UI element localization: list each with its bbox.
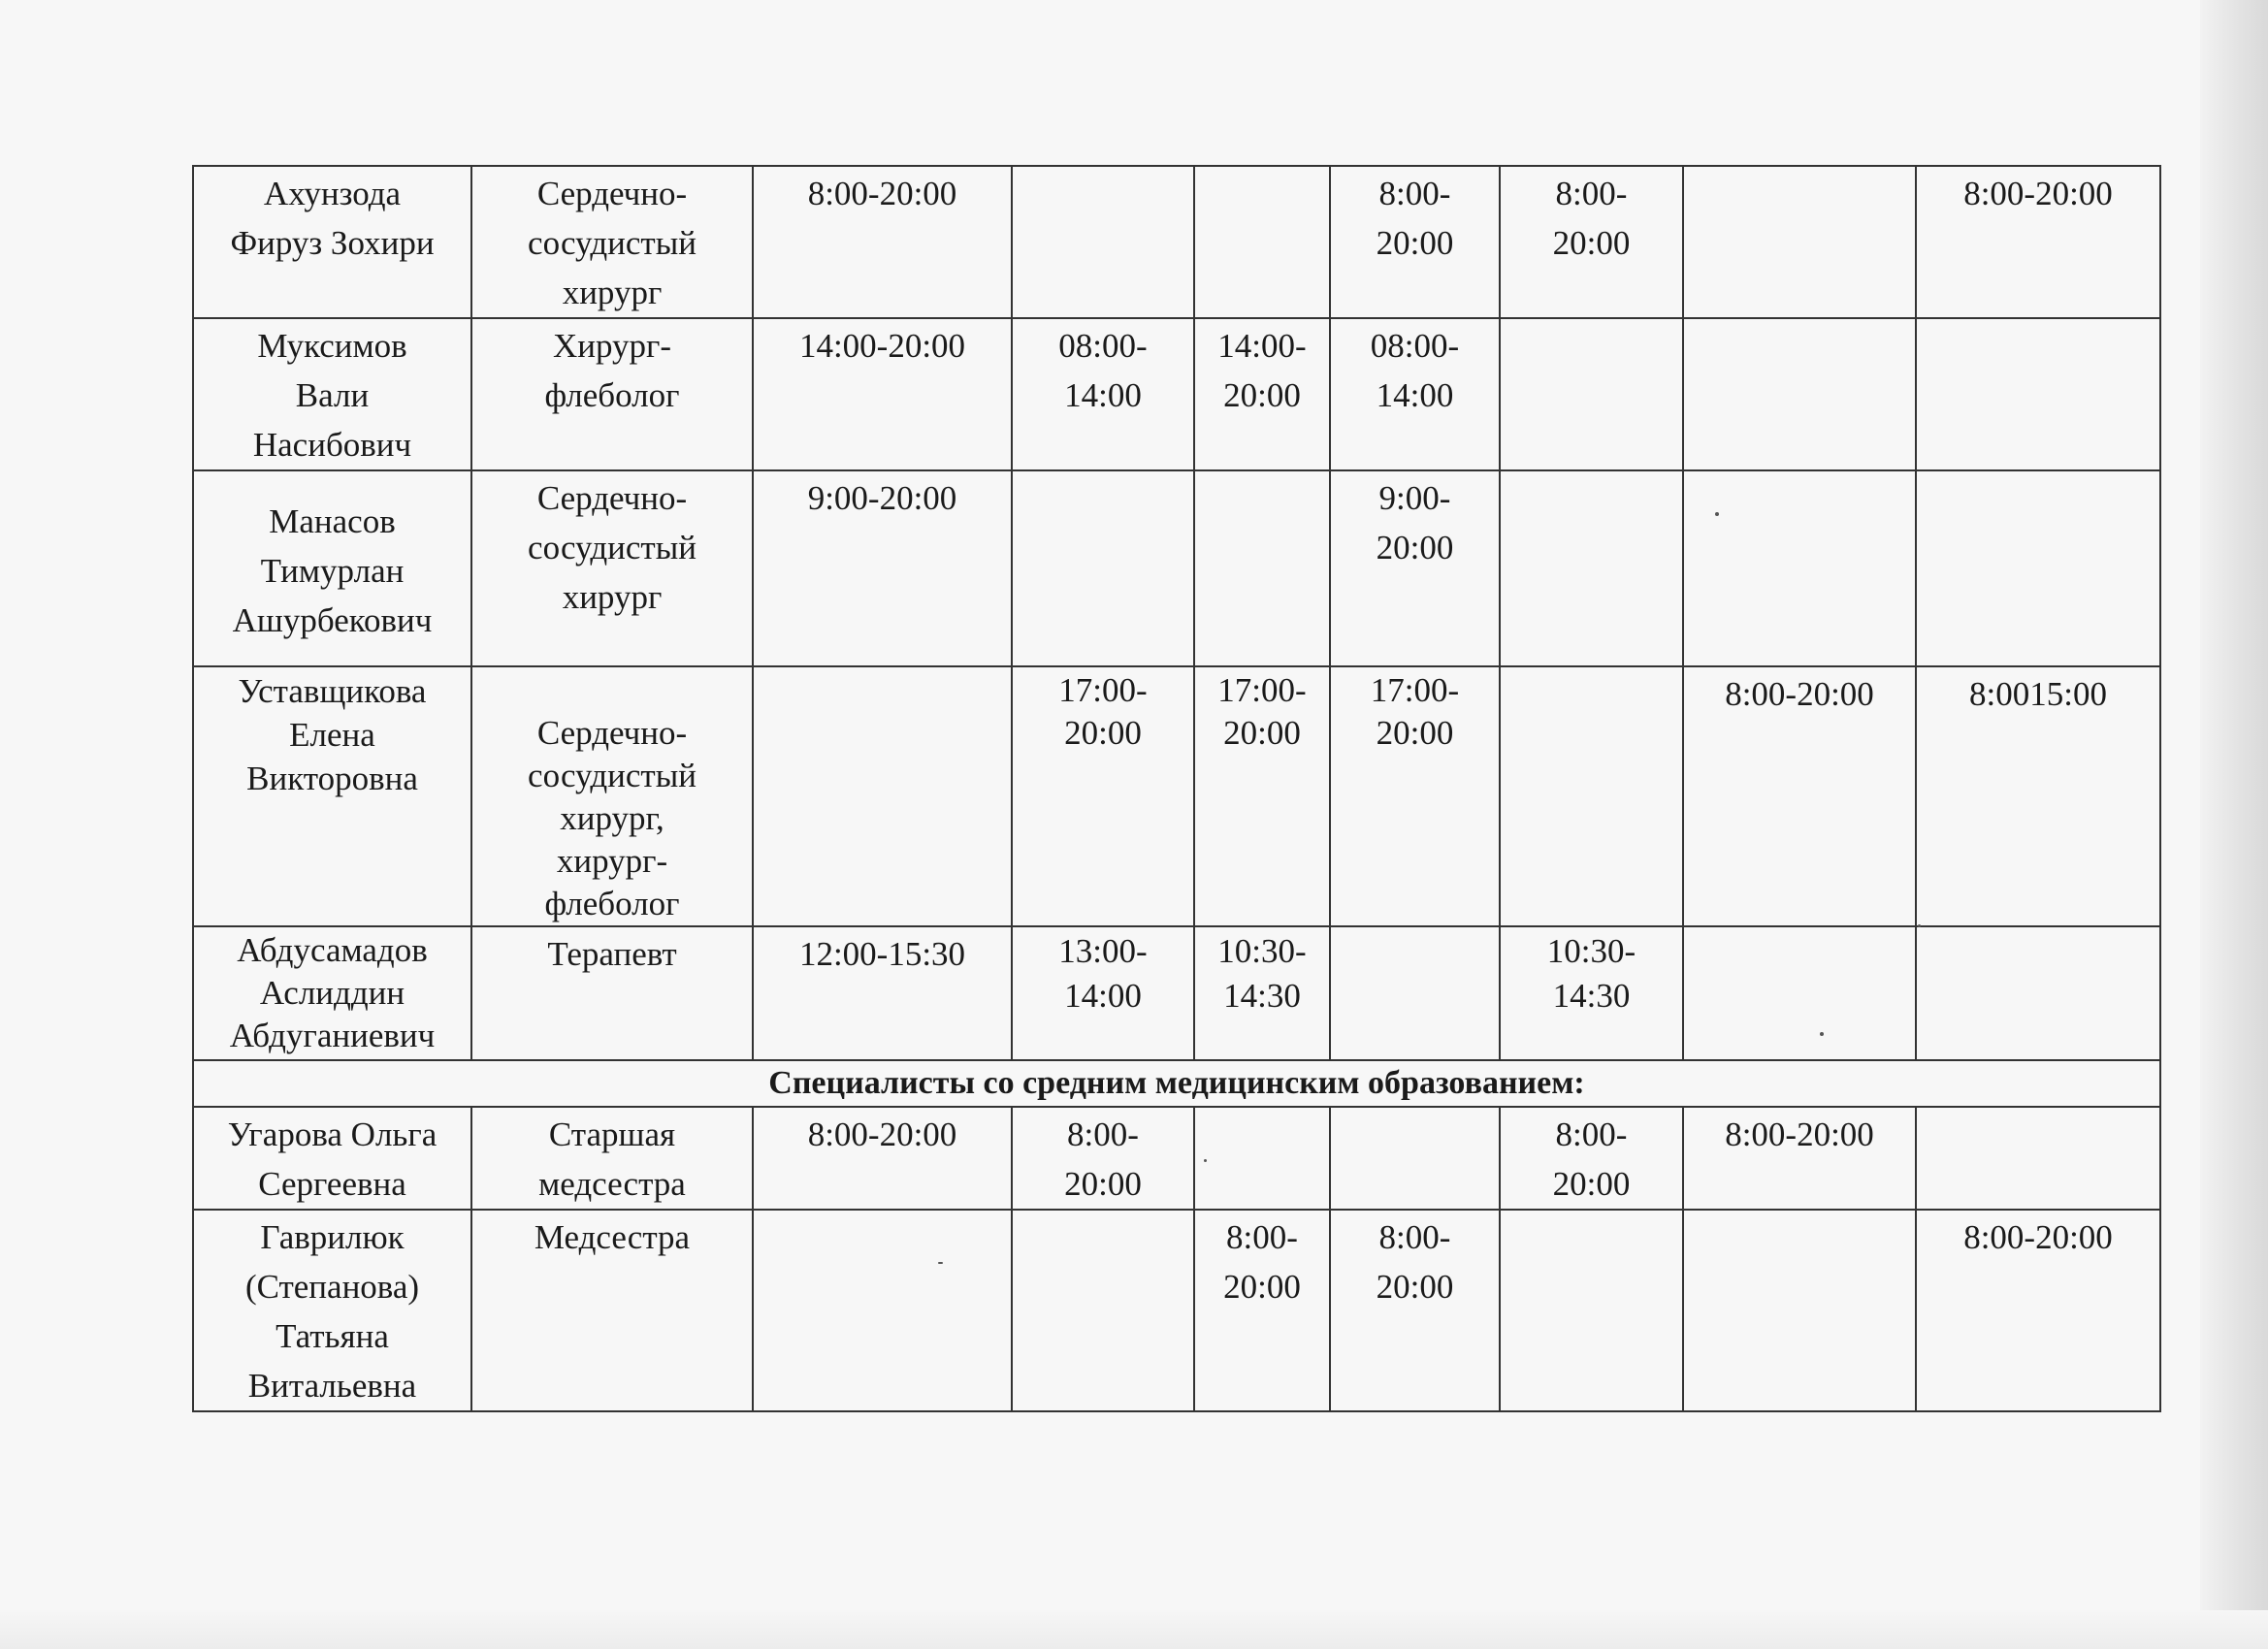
time-cell	[1012, 166, 1194, 318]
time-cell: 17:00- 20:00	[1330, 666, 1500, 926]
time-cell: 14:00- 20:00	[1194, 318, 1330, 470]
time-cell: 10:30- 14:30	[1194, 926, 1330, 1060]
time-cell: 14:00-20:00	[753, 318, 1012, 470]
time-cell	[1683, 318, 1916, 470]
time-cell: 9:00-20:00	[753, 470, 1012, 666]
time-cell	[1500, 318, 1683, 470]
table-row	[193, 318, 2160, 470]
time-cell	[1916, 318, 2160, 470]
time-cell: 8:00-20:00	[1683, 1107, 1916, 1210]
time-cell	[1194, 470, 1330, 666]
doctor-name-cell: Уставщикова Елена Викторовна	[193, 666, 471, 926]
specialty-cell: Медсестра	[471, 1210, 753, 1411]
time-cell	[1012, 1210, 1194, 1411]
scan-edge-shadow	[2200, 0, 2268, 1649]
table-row	[193, 1210, 2160, 1411]
specialty-cell: Терапевт	[471, 926, 753, 1060]
time-cell: 8:00-20:00	[1683, 666, 1916, 926]
time-cell: 8:00- 20:00	[1330, 1210, 1500, 1411]
time-cell	[1012, 470, 1194, 666]
specialty-cell: Старшая медсестра	[471, 1107, 753, 1210]
scan-speck	[1715, 512, 1719, 516]
time-cell	[1330, 926, 1500, 1060]
time-cell	[1500, 1210, 1683, 1411]
time-cell: 8:00-20:00	[1916, 166, 2160, 318]
time-cell: 08:00- 14:00	[1330, 318, 1500, 470]
table-row	[193, 926, 2160, 1060]
scan-speck	[938, 1262, 943, 1264]
scan-speck	[1918, 924, 1921, 927]
time-cell	[1683, 470, 1916, 666]
specialty-cell: Сердечно- сосудистый хирург, хирург- флеболог	[471, 666, 753, 926]
time-cell	[1916, 926, 2160, 1060]
time-cell: 08:00- 14:00	[1012, 318, 1194, 470]
time-cell: 8:00-20:00	[1916, 1210, 2160, 1411]
time-cell: 12:00-15:30	[753, 926, 1012, 1060]
time-cell: 8:00-20:00	[753, 1107, 1012, 1210]
section-header-row	[193, 1060, 2160, 1107]
doctor-name-cell: Ахунзода Фируз Зохири	[193, 166, 471, 318]
time-cell	[1330, 1107, 1500, 1210]
time-cell: 8:0015:00	[1916, 666, 2160, 926]
table-row	[193, 470, 2160, 666]
time-cell	[753, 1210, 1012, 1411]
time-cell: 8:00- 20:00	[1500, 166, 1683, 318]
time-cell: 9:00- 20:00	[1330, 470, 1500, 666]
time-cell: 8:00- 20:00	[1194, 1210, 1330, 1411]
time-cell	[1500, 470, 1683, 666]
time-cell	[1683, 1210, 1916, 1411]
time-cell	[1194, 166, 1330, 318]
time-cell	[753, 666, 1012, 926]
time-cell	[1683, 926, 1916, 1060]
time-cell	[1500, 666, 1683, 926]
time-cell: 8:00- 20:00	[1012, 1107, 1194, 1210]
section-header: Специалисты со средним медицинским образованием:	[193, 1060, 2160, 1107]
specialty-cell: Сердечно- сосудистый хирург	[471, 166, 753, 318]
doctor-name-cell: Муксимов Вали Насибович	[193, 318, 471, 470]
table-row	[193, 1107, 2160, 1210]
table-row	[193, 166, 2160, 318]
time-cell: 10:30- 14:30	[1500, 926, 1683, 1060]
time-cell: 17:00- 20:00	[1194, 666, 1330, 926]
doctor-name-cell: Угарова Ольга Сергеевна	[193, 1107, 471, 1210]
time-cell: 8:00-20:00	[753, 166, 1012, 318]
time-cell	[1916, 470, 2160, 666]
doctor-name-cell: Манасов Тимурлан Ашурбекович	[193, 470, 471, 666]
time-cell: 8:00- 20:00	[1500, 1107, 1683, 1210]
time-cell: 8:00- 20:00	[1330, 166, 1500, 318]
scan-speck	[1820, 1032, 1824, 1036]
scan-speck	[1204, 1159, 1207, 1162]
schedule-table	[192, 165, 2161, 1412]
table-row	[193, 666, 2160, 926]
specialty-cell: Сердечно- сосудистый хирург	[471, 470, 753, 666]
time-cell	[1194, 1107, 1330, 1210]
time-cell	[1916, 1107, 2160, 1210]
doctor-name-cell: Абдусамадов Аслиддин Абдуганиевич	[193, 926, 471, 1060]
doctor-name-cell: Гаврилюк (Степанова) Татьяна Витальевна	[193, 1210, 471, 1411]
time-cell: 17:00- 20:00	[1012, 666, 1194, 926]
specialty-cell: Хирург- флеболог	[471, 318, 753, 470]
time-cell: 13:00- 14:00	[1012, 926, 1194, 1060]
scan-bottom-shadow	[0, 1610, 2268, 1649]
time-cell	[1683, 166, 1916, 318]
